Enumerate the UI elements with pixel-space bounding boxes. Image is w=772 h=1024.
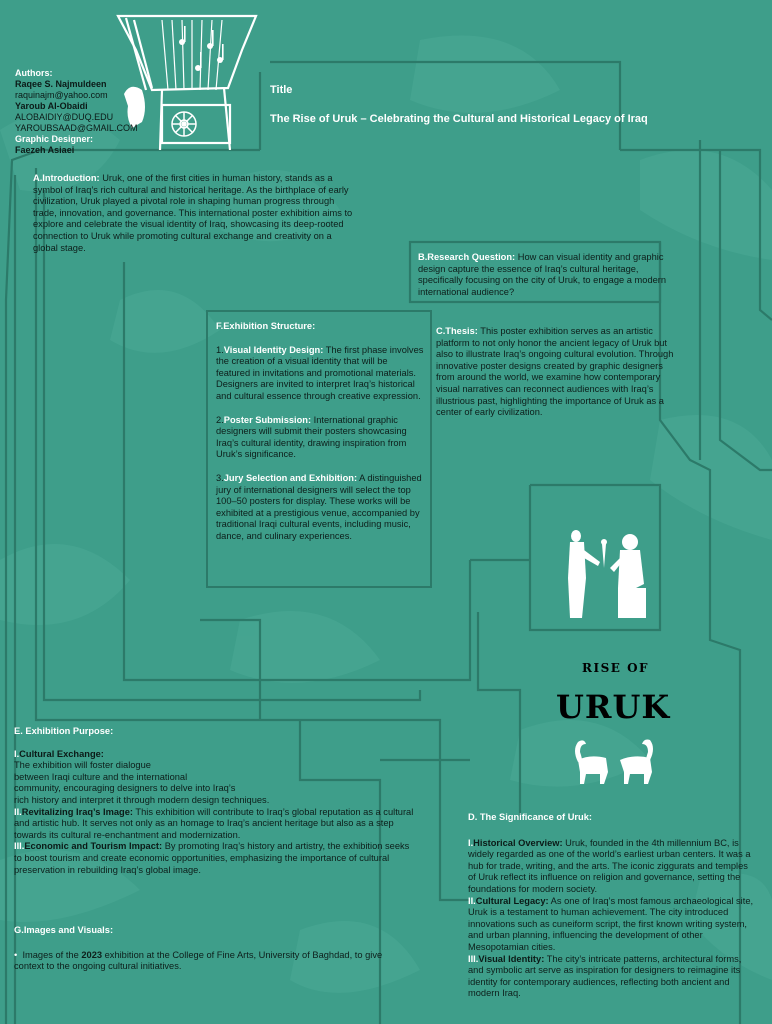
significance-item-heading: Visual Identity: (478, 953, 545, 964)
significance-item-heading: Historical Overview: (473, 837, 563, 848)
purpose-item-heading: Cultural Exchange: (19, 748, 104, 759)
title-label: Title (270, 84, 293, 96)
images-visuals-text: exhibition at the College of Fine Arts, University of Baghdad, to give context to the ongoing cultural initiatives. (14, 949, 383, 972)
introduction-section (33, 173, 353, 254)
significance-item-text: As one of Iraq’s most famous archaeological site, Uruk is a testament to human achievement. The city introduced innovations such as cuneiform script, the first known writing system, and urban planning, influencing the development of other Mesopotamian cities. (468, 895, 754, 952)
structure-item-text: A distinguished jury of international designers will select the top 100–50 posters for display. These works will be exhibited at a prestigious venue, accompanied by traditional Iraqi cultural events, including music, dance, and culinary experiences. (216, 472, 422, 541)
authors-label: Authors: (15, 68, 53, 78)
rosette-icon (172, 112, 196, 136)
introduction-heading: A.Introduction: (33, 173, 100, 183)
purpose-item-heading: Economic and Tourism Impact: (24, 841, 163, 852)
structure-item (216, 345, 424, 403)
author-name: Yaroub Al-Obaidi (15, 101, 88, 111)
logo-uruk: URUK (556, 688, 671, 726)
item-number: 1. (216, 344, 224, 355)
exhibition-purpose-heading: E. Exhibition Purpose: (14, 726, 114, 736)
authors-block (15, 68, 138, 156)
item-number: 2. (216, 414, 224, 425)
thesis-section (436, 326, 682, 419)
thesis-text: This poster exhibition serves as an artistic platform to not only honor the ancient legacy of Uruk but also to illustrate Iraq’s ongoing cultural evolution. Through innovative poster designs created by graphic designers from around the world, we examine how contemporary visual narratives can reconnect audiences with Iraq’s illustrious past, highlighting the importance of Uruk as a center of early civilization. (436, 326, 674, 418)
logo-rise-of: RISE OF (582, 661, 650, 675)
purpose-item-heading: Revitalizing Iraq’s Image: (21, 806, 133, 817)
thesis-heading: C.Thesis: (436, 326, 478, 336)
designer-label: Graphic Designer: (15, 134, 94, 144)
images-visuals-item (14, 950, 409, 973)
significance-item (468, 838, 758, 896)
significance-item-text: Uruk, founded in the 4th millennium BC, is widely regarded as one of the world’s earliest urban centers. It was a hub for trade, writing, and the arts. The iconic ziggurats and temples of Uruk reflect its influence on religion and governance, setting the foundations for modern society. (468, 837, 751, 894)
item-number: II. (14, 806, 22, 817)
structure-item-heading: Poster Submission: (223, 414, 312, 425)
significance-item-text: The city’s intricate patterns, architectural forms, and symbolic art serve as inspiration for designers to reimagine its identity for contemporary audiences, reflecting both ancient and modern Iraq. (468, 953, 742, 999)
purpose-item (14, 749, 414, 761)
designer-name: Faezeh Asiaei (15, 145, 75, 155)
purpose-line: between Iraqi culture and the international (14, 771, 188, 782)
images-visuals-heading: G.Images and Visuals: (14, 925, 114, 935)
bullet: • (14, 949, 18, 960)
purpose-line: The exhibition will foster dialogue (14, 760, 151, 771)
significance-item (468, 896, 758, 954)
purpose-line: community, encouraging designers to delve into Iraq’s (14, 783, 236, 794)
item-number: I. (468, 837, 474, 848)
purpose-item (14, 807, 414, 842)
structure-item-heading: Jury Selection and Exhibition: (223, 472, 358, 483)
item-number: III. (14, 841, 25, 852)
author-email[interactable]: raquinajm@yahoo.com (15, 90, 108, 100)
structure-item (216, 473, 424, 543)
images-visuals-section (14, 925, 409, 973)
significance-heading: D. The Significance of Uruk: (468, 812, 592, 822)
significance-item-heading: Cultural Legacy: (475, 895, 549, 906)
author-email[interactable]: ALOBAIDIY@DUQ.EDU (15, 112, 114, 122)
structure-item-text: International graphic designers will submit their posters showcasing Iraq’s cultural identity, drawing inspiration from Uruk’s significance. (216, 414, 407, 460)
item-number: 3. (216, 472, 224, 483)
introduction-text: Uruk, one of the first cities in human history, stands as a symbol of Iraq’s rich cultural and historical heritage. As the birthplace of early civilization, Uruk played a pivotal role in shaping human progress through trade, innovation, and governance. This international poster exhibition aims to explore and celebrate the visual identity of Iraq, showcasing its deep-rooted connection to Uruk while promoting cultural exchange and creativity on a global stage. (33, 173, 353, 253)
significance-item (468, 954, 758, 1000)
structure-item (216, 415, 424, 461)
page-title: The Rise of Uruk – Celebrating the Cultural and Historical Legacy of Iraq (270, 113, 648, 125)
purpose-line: rich history and interpret it through modern design techniques. (14, 794, 270, 805)
author-email[interactable]: YAROUBSAAD@GMAIL.COM (15, 123, 138, 133)
relief-figures-icon (560, 528, 652, 620)
purpose-item (14, 841, 414, 876)
structure-item-text: The first phase involves the creation of a visual identity that will be featured in invitations and promotional materials. Designers are invited to interpret Iraq’s historical and cultural essence through creative expression. (216, 344, 424, 401)
research-question-heading: B.Research Question: (418, 252, 516, 262)
exhibition-purpose-section (14, 726, 414, 876)
goats-icon (572, 738, 656, 786)
item-number: III. (468, 953, 479, 964)
structure-item-heading: Visual Identity Design: (223, 344, 324, 355)
research-question-text: How can visual identity and graphic design capture the essence of Iraq’s cultural heritage, specifically focusing on the city of Uruk, to engage a modern international audience? (418, 252, 667, 297)
item-number: II. (468, 895, 476, 906)
research-question-section (418, 252, 680, 298)
exhibition-structure-section (216, 321, 424, 543)
exhibition-year: 2023 (81, 949, 103, 960)
author-name: Raqee S. Najmuldeen (15, 79, 107, 89)
significance-section (468, 812, 758, 1000)
purpose-item-text: By promoting Iraq’s history and artistry, the exhibition seeks to boost tourism and create economic opportunities, emphasizing the importance of cultural preservation in rebuilding Iraq’s global image. (14, 841, 410, 875)
images-visuals-text: Images of the (22, 949, 82, 960)
item-number: I. (14, 748, 20, 759)
purpose-item-text: This exhibition will contribute to Iraq’s global reputation as a cultural and artistic hub. It serves not only as an homage to Iraq’s ancient heritage but also as a step towards its cultural re-enchantment and modernization. (14, 806, 414, 840)
exhibition-structure-heading: F.Exhibition Structure: (216, 321, 316, 331)
